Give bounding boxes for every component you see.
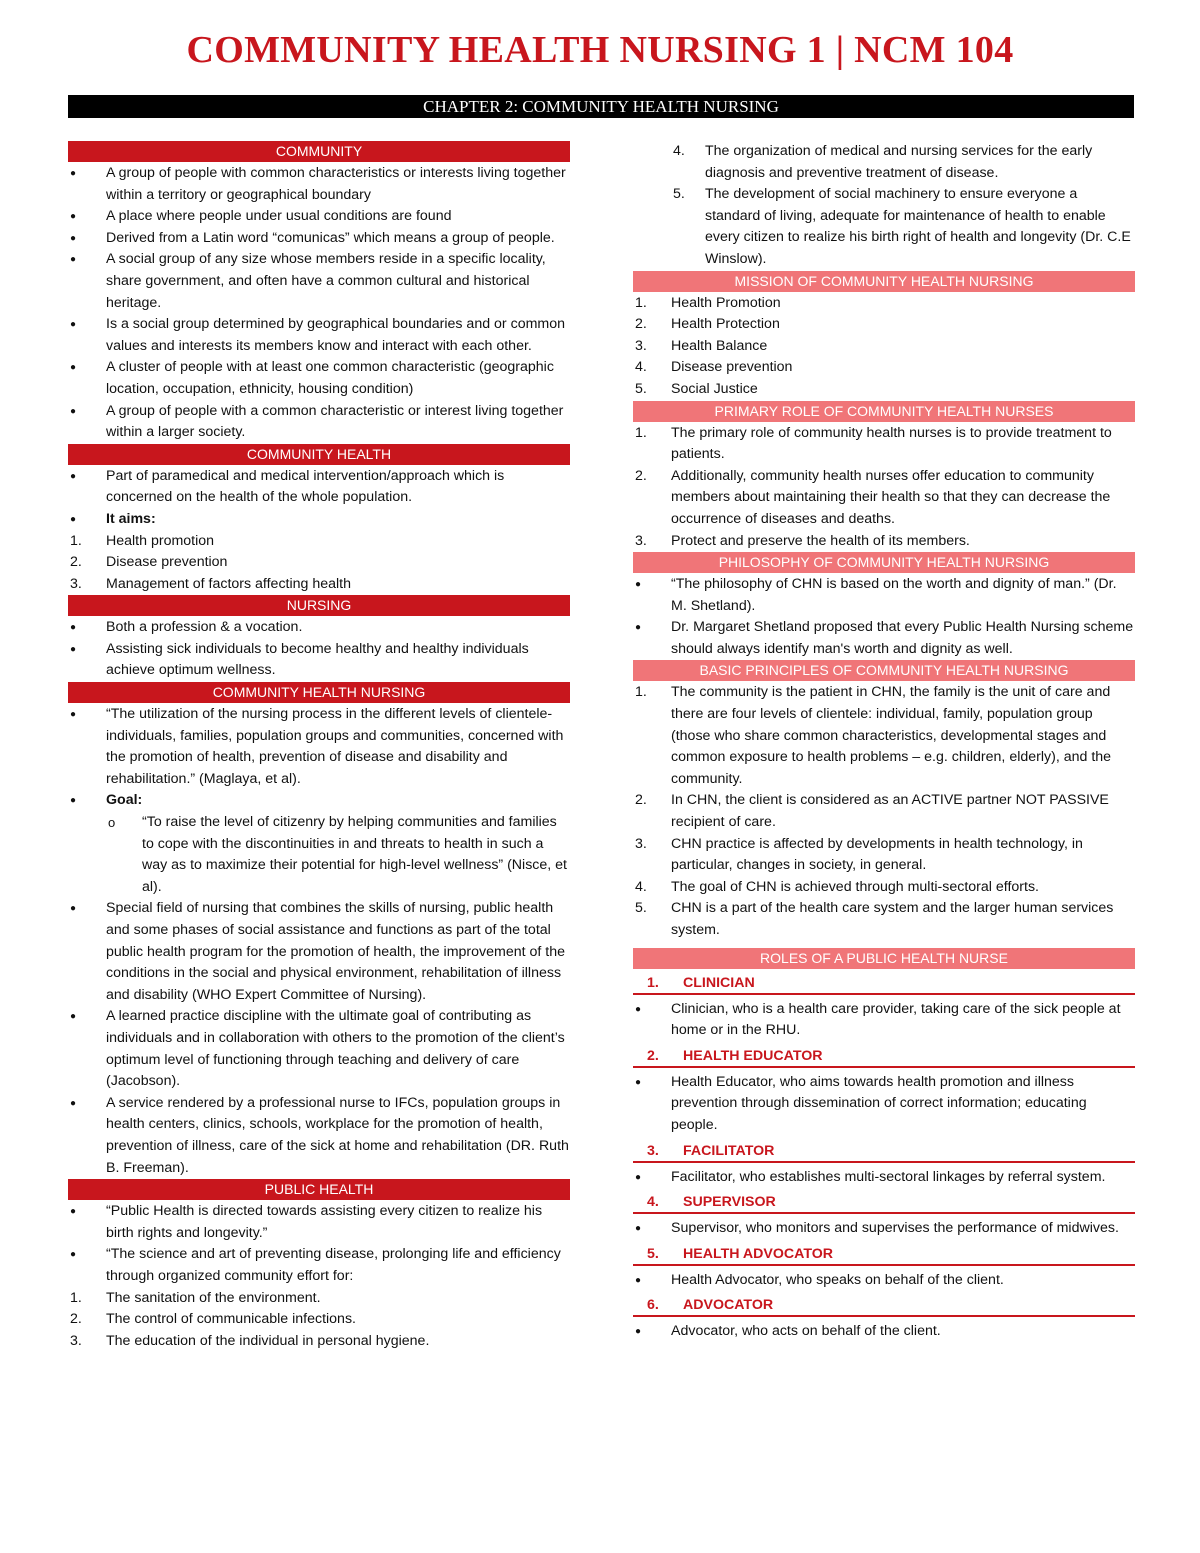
list-item: 1. Health promotion [70,532,215,549]
list-item: ● Both a profession & a vocation. [70,619,303,636]
list-item: ● Derived from a Latin word “comunicas” which means a group of people. [70,229,555,246]
list-item: 1. The sanitation of the environment. [70,1289,321,1306]
list-item: ● A learned practice discipline with the ultimate goal of contributing as individuals and in collaboration with others to the promotion of the client’s optimum level of functioning through teaching and delivery of care (Jacobson). [70,1008,565,1090]
role-heading-clinician: 1. CLINICIAN [633,973,1135,995]
list-item: 5. Social Justice [635,380,758,397]
section-header-chn: COMMUNITY HEALTH NURSING [68,682,570,703]
list-item: 4. Disease prevention [635,359,793,376]
list-item: ● “The science and art of preventing disease, prolonging life and efficiency through organized community effort for: [70,1246,561,1284]
list-item: ● Goal: [70,792,143,809]
list-item: ● Special field of nursing that combines the skills of nursing, public health and some phases of social assistance and functions as part of the total public health program for the promotion of health, the improvement of the conditions in the social and physical environment, rehabilitation of illness and disability (WHO Expert Committee of Nursing). [70,900,565,1003]
section-header-nursing: NURSING [68,595,570,616]
list-item: ● Health Educator, who aims towards health promotion and illness prevention through dissemination of correct information; educating people. [635,1073,1087,1133]
role-heading-health-educator: 2. HEALTH EDUCATOR [633,1046,1135,1068]
list-item: ● A place where people under usual conditions are found [70,208,452,225]
list-item: ● “The philosophy of CHN is based on the worth and dignity of man.” (Dr. M. Shetland). [635,576,1117,614]
list-item: 2. Disease prevention [70,554,228,571]
list-item: 2. In CHN, the client is considered as an ACTIVE partner NOT PASSIVE recipient of care. [635,792,1109,831]
list-item: 3. The education of the individual in personal hygiene. [70,1332,430,1349]
section-header-mission: MISSION OF COMMUNITY HEALTH NURSING [633,271,1135,292]
section-header-primary-role: PRIMARY ROLE OF COMMUNITY HEALTH NURSES [633,401,1135,422]
list-item: ● It aims: [70,510,156,527]
section-header-community: COMMUNITY [68,141,570,162]
list-item: ● A group of people with a common characteristic or interest living together within a larger society. [70,402,564,441]
list-item: ● Supervisor, who monitors and supervises the performance of midwives. [635,1220,1119,1237]
section-header-principles: BASIC PRINCIPLES OF COMMUNITY HEALTH NURSING [633,660,1135,681]
section-header-community-health: COMMUNITY HEALTH [68,444,570,465]
left-column [68,141,570,1352]
list-item: ● A cluster of people with at least one common characteristic (geographic location, occupation, ethnicity, housing condition) [70,359,554,397]
section-header-roles: ROLES OF A PUBLIC HEALTH NURSE [633,948,1135,969]
list-item: ● A service rendered by a professional nurse to IFCs, population groups in health centers, clinics, schools, workplace for the promotion of health, prevention of illness, care of the sick at home and rehabilitation (DR. Ruth B. Freeman). [70,1094,569,1176]
list-item: ● Is a social group determined by geographical boundaries and or common values and interests its members know and interact with each other. [70,316,566,354]
list-item: ● Clinician, who is a health care provider, taking care of the sick people at home or in the RHU. [635,1000,1121,1039]
list-item: ● Dr. Margaret Shetland proposed that every Public Health Nursing scheme should always identify man's worth and dignity as well. [635,619,1134,657]
list-item: 4. The goal of CHN is achieved through multi-sectoral efforts. [635,878,1039,895]
list-item: ● A social group of any size whose members reside in a specific locality, share government, and often have a common cultural and historical heritage. [70,251,546,311]
role-heading-health-advocator: 5. HEALTH ADVOCATOR [633,1244,1135,1266]
document-title: COMMUNITY HEALTH NURSING 1 | NCM 104 [186,29,1014,71]
list-item: 2. Health Protection [635,316,780,333]
list-item: 3. CHN practice is affected by developments in health technology, in particular, changes in society, in general. [635,835,1083,874]
list-item: 2. The control of communicable infections. [70,1311,356,1328]
list-item: 1. The community is the patient in CHN, the family is the unit of care and there are four levels of clientele: individual, family, population group (those who share common characteristics, developmental stages and common exposure to health problems – e.g. children, elderly), and the community. [635,684,1112,787]
list-item: ● “The utilization of the nursing process in the different levels of clientele-individuals, families, population groups and communities, concerned with the promotion of health, prevention of disease and disability and rehabilitation.” (Maglaya, et al). [70,706,564,787]
list-item: 5. The development of social machinery to ensure everyone a standard of living, adequate for maintenance of health to enable every citizen to realize his birth right of health and longevity (Dr. C.E Winslow). [673,186,1131,267]
list-item: 3. Health Balance [635,337,768,354]
role-heading-facilitator: 3. FACILITATOR [633,1141,1135,1163]
list-item: 4. The organization of medical and nursing services for the early diagnosis and preventive treatment of disease. [673,143,1093,181]
list-item: ● A group of people with common characteristics or interests living together within a territory or geographical boundary [70,165,566,203]
right-column [633,141,1135,1343]
list-item: ● Advocator, who acts on behalf of the client. [635,1323,941,1340]
list-item: 2. Additionally, community health nurses offer education to community members about maintaining their health so that they can decrease the occurrence of diseases and deaths. [635,467,1111,527]
list-item: o “To raise the level of citizenry by helping communities and families to cope with the discontinuities in and threats to health in such a way as to maximize their potential for high-level wellness” (Nisce, et al). [108,814,568,895]
list-item: ● Health Advocator, who speaks on behalf of the client. [635,1271,1004,1288]
list-item: 1. The primary role of community health nurses is to provide treatment to patients. [635,424,1112,463]
list-item: 3. Protect and preserve the health of its members. [635,532,970,549]
section-header-philosophy: PHILOSOPHY OF COMMUNITY HEALTH NURSING [633,552,1135,573]
list-item: ● “Public Health is directed towards assisting every citizen to realize his birth rights and longevity.” [70,1203,543,1241]
list-item: 1. Health Promotion [635,294,781,311]
chapter-banner: CHAPTER 2: COMMUNITY HEALTH NURSING [68,95,1134,118]
list-item: ● Facilitator, who establishes multi-sectoral linkages by referral system. [635,1168,1106,1185]
list-item: ● Assisting sick individuals to become healthy and healthy individuals achieve optimum wellness. [70,640,529,679]
list-item: ● Part of paramedical and medical intervention/approach which is concerned on the health of the whole population. [70,467,505,506]
role-heading-advocator: 6. ADVOCATOR [633,1295,1135,1317]
list-item: 5. CHN is a part of the health care system and the larger human services system. [635,900,1114,938]
role-heading-supervisor: 4. SUPERVISOR [633,1192,1135,1214]
section-header-public-health: PUBLIC HEALTH [68,1179,570,1200]
list-item: 3. Management of factors affecting health [70,575,352,592]
